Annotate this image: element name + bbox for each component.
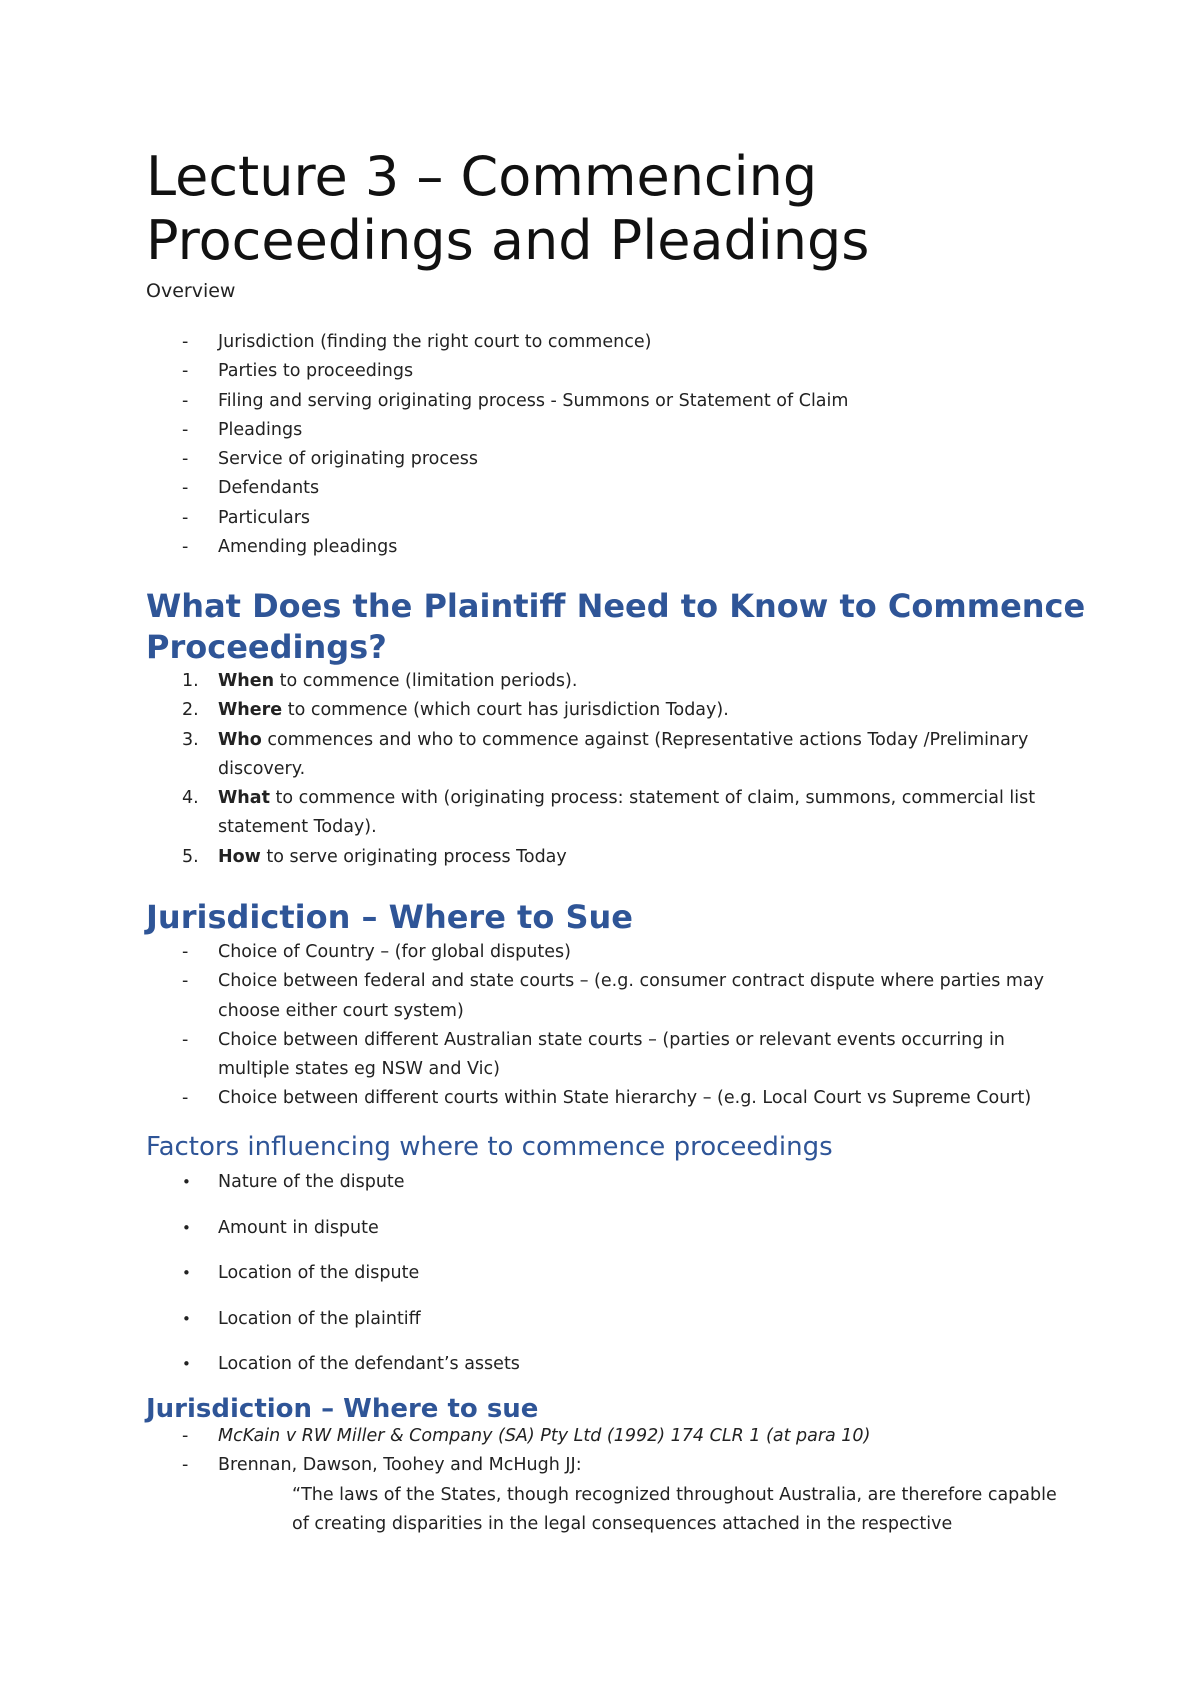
where-to-sue-list — [146, 1422, 1076, 1481]
list-item — [146, 474, 848, 503]
list-item-text: Choice of Country – (for global disputes) — [218, 942, 571, 962]
dash-marker: - — [182, 419, 189, 440]
bullet-item — [146, 1251, 520, 1297]
bullet-marker: • — [182, 1355, 191, 1373]
list-item-text: Parties to proceedings — [218, 361, 414, 382]
bullet-marker: • — [182, 1264, 191, 1282]
list-item — [146, 533, 848, 562]
section-heading-factors: Factors influencing where to commence proceedings — [146, 1132, 833, 1162]
numbered-item — [146, 843, 1076, 872]
item-text: to commence (which court has jurisdiction Today). — [282, 700, 729, 721]
list-item-text: Particulars — [218, 507, 311, 528]
list-item-text: Choice between federal and state courts – (e.g. consumer contract dispute where parties may choose either court system) — [218, 971, 1045, 1021]
section-heading-jurisdiction: Jurisdiction – Where to Sue — [146, 898, 633, 936]
list-item-text: Choice between different Australian state courts – (parties or relevant events occurring in multiple states eg NSW and Vic) — [218, 1029, 1005, 1080]
dash-marker: - — [182, 1029, 189, 1050]
list-item — [146, 1084, 1076, 1113]
list-item-text: Service of originating process — [218, 449, 478, 470]
dash-marker: - — [182, 332, 189, 352]
numbered-item — [146, 667, 1076, 696]
bullet-item-text: Nature of the dispute — [218, 1172, 405, 1192]
item-keyword: When — [218, 671, 275, 691]
item-keyword: Who — [218, 729, 262, 750]
judges-text: Brennan, Dawson, Toohey and McHugh JJ: — [218, 1455, 582, 1476]
dash-marker: - — [182, 1088, 189, 1109]
section-heading-where-to-sue: Jurisdiction – Where to sue — [146, 1394, 539, 1424]
bullet-marker: • — [182, 1309, 191, 1328]
plaintiff-know-list — [146, 667, 1076, 872]
list-item-text: Defendants — [218, 478, 320, 499]
bullet-item — [146, 1297, 520, 1343]
list-item — [146, 1422, 1076, 1451]
item-number: 2. — [182, 700, 199, 721]
list-item — [146, 938, 1076, 967]
dash-marker: - — [182, 449, 189, 470]
bullet-marker: • — [182, 1173, 191, 1191]
dash-marker: - — [182, 1455, 189, 1476]
list-item — [146, 445, 848, 474]
item-number: 4. — [182, 788, 199, 809]
bullet-marker: • — [182, 1218, 191, 1237]
list-item — [146, 416, 848, 445]
numbered-item — [146, 784, 1076, 843]
item-keyword: What — [218, 788, 270, 809]
numbered-item — [146, 726, 1076, 785]
jurisdiction-list — [146, 938, 1076, 1114]
list-item — [146, 967, 1076, 1026]
bullet-item — [146, 1206, 520, 1252]
list-item-text: Jurisdiction (finding the right court to commence) — [218, 332, 652, 352]
list-item — [146, 387, 848, 416]
numbered-item — [146, 696, 1076, 725]
factors-list — [146, 1160, 520, 1388]
dash-marker: - — [182, 1426, 189, 1446]
item-keyword: Where — [218, 700, 283, 721]
overview-list — [146, 328, 848, 562]
bullet-item — [146, 1160, 520, 1206]
bullet-item-text: Amount in dispute — [218, 1217, 379, 1238]
dash-marker: - — [182, 361, 189, 382]
dash-marker: - — [182, 507, 189, 528]
item-number: 1. — [182, 671, 199, 691]
bullet-item-text: Location of the plaintiff — [218, 1308, 421, 1329]
page-title: Lecture 3 – Commencing Proceedings and Pleadings — [146, 145, 870, 272]
item-keyword: How — [218, 846, 261, 867]
overview-label: Overview — [146, 280, 236, 302]
dash-marker: - — [182, 478, 189, 499]
list-item — [146, 1026, 1076, 1085]
bullet-item — [146, 1342, 520, 1388]
dash-marker: - — [182, 390, 189, 411]
list-item — [146, 1451, 1076, 1480]
dash-marker: - — [182, 971, 189, 992]
list-item-text: Amending pleadings — [218, 537, 398, 558]
bullet-item-text: Location of the defendant’s assets — [218, 1354, 520, 1374]
dash-marker: - — [182, 537, 189, 558]
item-text: commences and who to commence against (Representative actions Today /Preliminary discovery. — [218, 729, 1029, 779]
case-citation: McKain v RW Miller & Company (SA) Pty Ltd (1992) 174 CLR 1 (at para 10) — [218, 1426, 871, 1446]
item-number: 3. — [182, 729, 199, 750]
dash-marker: - — [182, 942, 189, 962]
item-text: to serve originating process Today — [260, 846, 567, 867]
bullet-item-text: Location of the dispute — [218, 1263, 420, 1283]
item-text: to commence with (originating process: statement of claim, summons, commercial list statement Today). — [218, 788, 1036, 838]
list-item — [146, 357, 848, 386]
list-item — [146, 328, 848, 357]
list-item — [146, 504, 848, 533]
quote-text: “The laws of the States, though recognized throughout Australia, are therefore capable of creating disparities in the legal consequences attached in the respective — [292, 1485, 1057, 1535]
item-text: to commence (limitation periods). — [274, 671, 578, 691]
list-item-text: Choice between different courts within State hierarchy – (e.g. Local Court vs Supreme Court) — [218, 1088, 1032, 1109]
item-number: 5. — [182, 846, 199, 867]
section-heading-plaintiff-know: What Does the Plaintiff Need to Know to Commence Proceedings? — [146, 587, 1086, 666]
list-item-text: Filing and serving originating process - Summons or Statement of Claim — [218, 390, 849, 411]
list-item-text: Pleadings — [218, 419, 303, 440]
